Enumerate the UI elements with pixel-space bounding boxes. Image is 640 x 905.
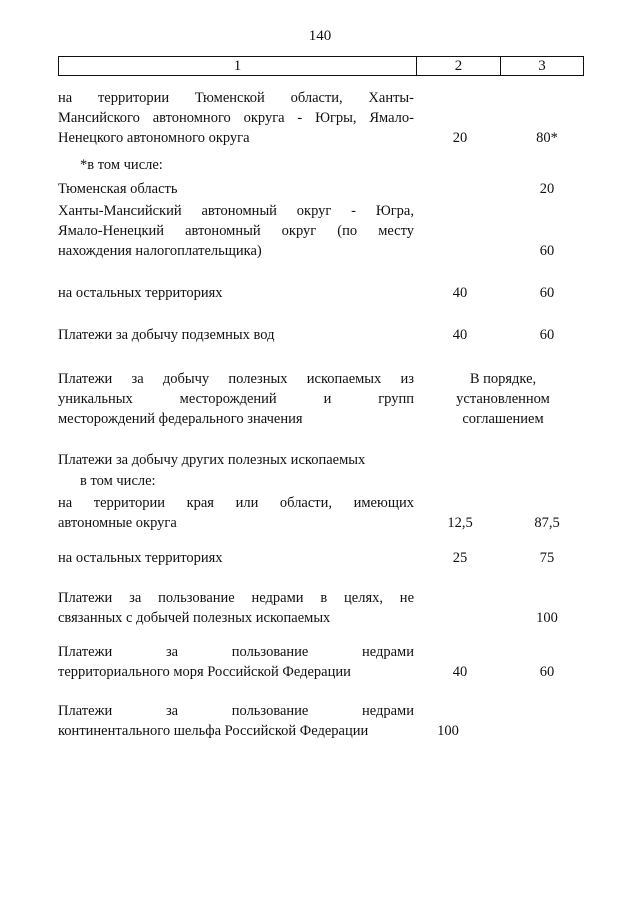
row-line: Мансийского автономного округа - Югры, Ямало-	[58, 110, 414, 126]
row-line: нахождения налогоплательщика)	[58, 243, 262, 259]
row-col3-value: 60	[539, 664, 555, 680]
row-agreement-note	[418, 369, 588, 429]
row-description	[58, 88, 414, 148]
row-line: Платежи за пользование недрами	[58, 644, 414, 660]
row-col3-value: 60	[539, 327, 555, 343]
row-col2-value: 20	[452, 130, 468, 146]
row-line: континентального шельфа Российской Федерации	[58, 723, 369, 739]
row-col3-value: 60	[539, 285, 555, 301]
row-description: на остальных территориях	[58, 285, 223, 301]
row-line: Платежи за добычу полезных ископаемых из	[58, 371, 414, 387]
header-col-3: 3	[538, 58, 546, 74]
table-header	[58, 56, 584, 76]
page-number: 140	[308, 28, 332, 44]
row-line: Платежи за пользование недрами	[58, 703, 414, 719]
row-description	[58, 369, 414, 429]
row-description: Платежи за добычу других полезных ископаемых	[58, 452, 366, 468]
row-line: Платежи за пользование недрами в целях, не	[58, 590, 414, 606]
row-col2-value: 40	[452, 664, 468, 680]
row-line: связанных с добычей полезных ископаемых	[58, 610, 331, 626]
row-col2-value: 100	[437, 723, 459, 739]
row-line: Ямало-Ненецкий автономный округ (по месту	[58, 223, 414, 239]
row-description	[58, 701, 414, 741]
row-col3-value: 60	[539, 243, 555, 259]
row-description	[58, 201, 414, 261]
row-line: Ханты-Мансийский автономный округ - Югра,	[58, 203, 414, 219]
row-description: *в том числе:	[80, 157, 163, 173]
row-line: на территории Тюменской области, Ханты-	[58, 90, 414, 106]
row-col2-value: 40	[452, 327, 468, 343]
header-col-1: 1	[59, 57, 417, 75]
row-line: уникальных месторождений и групп	[58, 391, 414, 407]
row-line: Ненецкого автономного округа	[58, 130, 250, 146]
row-col2-value: 12,5	[447, 515, 473, 531]
header-col-2: 2	[417, 57, 501, 75]
row-description	[58, 642, 414, 682]
row-description: Платежи за добычу подземных вод	[58, 327, 275, 343]
row-col3-value: 75	[539, 550, 555, 566]
row-description: Тюменская область	[58, 181, 178, 197]
row-col3-value: 20	[539, 181, 555, 197]
row-description	[58, 588, 414, 628]
row-line: автономные округа	[58, 515, 177, 531]
row-description: на остальных территориях	[58, 550, 223, 566]
row-col3-value: 80*	[536, 130, 558, 146]
row-description	[58, 493, 414, 533]
row-col2-value: 25	[452, 550, 468, 566]
row-line: на территории края или области, имеющих	[58, 495, 414, 511]
agreement-line: установленном	[456, 391, 550, 407]
agreement-line: соглашением	[462, 411, 544, 427]
agreement-line: В порядке,	[469, 371, 537, 387]
row-line: территориального моря Российской Федерации	[58, 664, 351, 680]
row-col2-value: 40	[452, 285, 468, 301]
row-col3-value: 100	[536, 610, 558, 626]
row-line: месторождений федерального значения	[58, 411, 303, 427]
row-description: в том числе:	[80, 473, 156, 489]
row-col3-value: 87,5	[534, 515, 560, 531]
